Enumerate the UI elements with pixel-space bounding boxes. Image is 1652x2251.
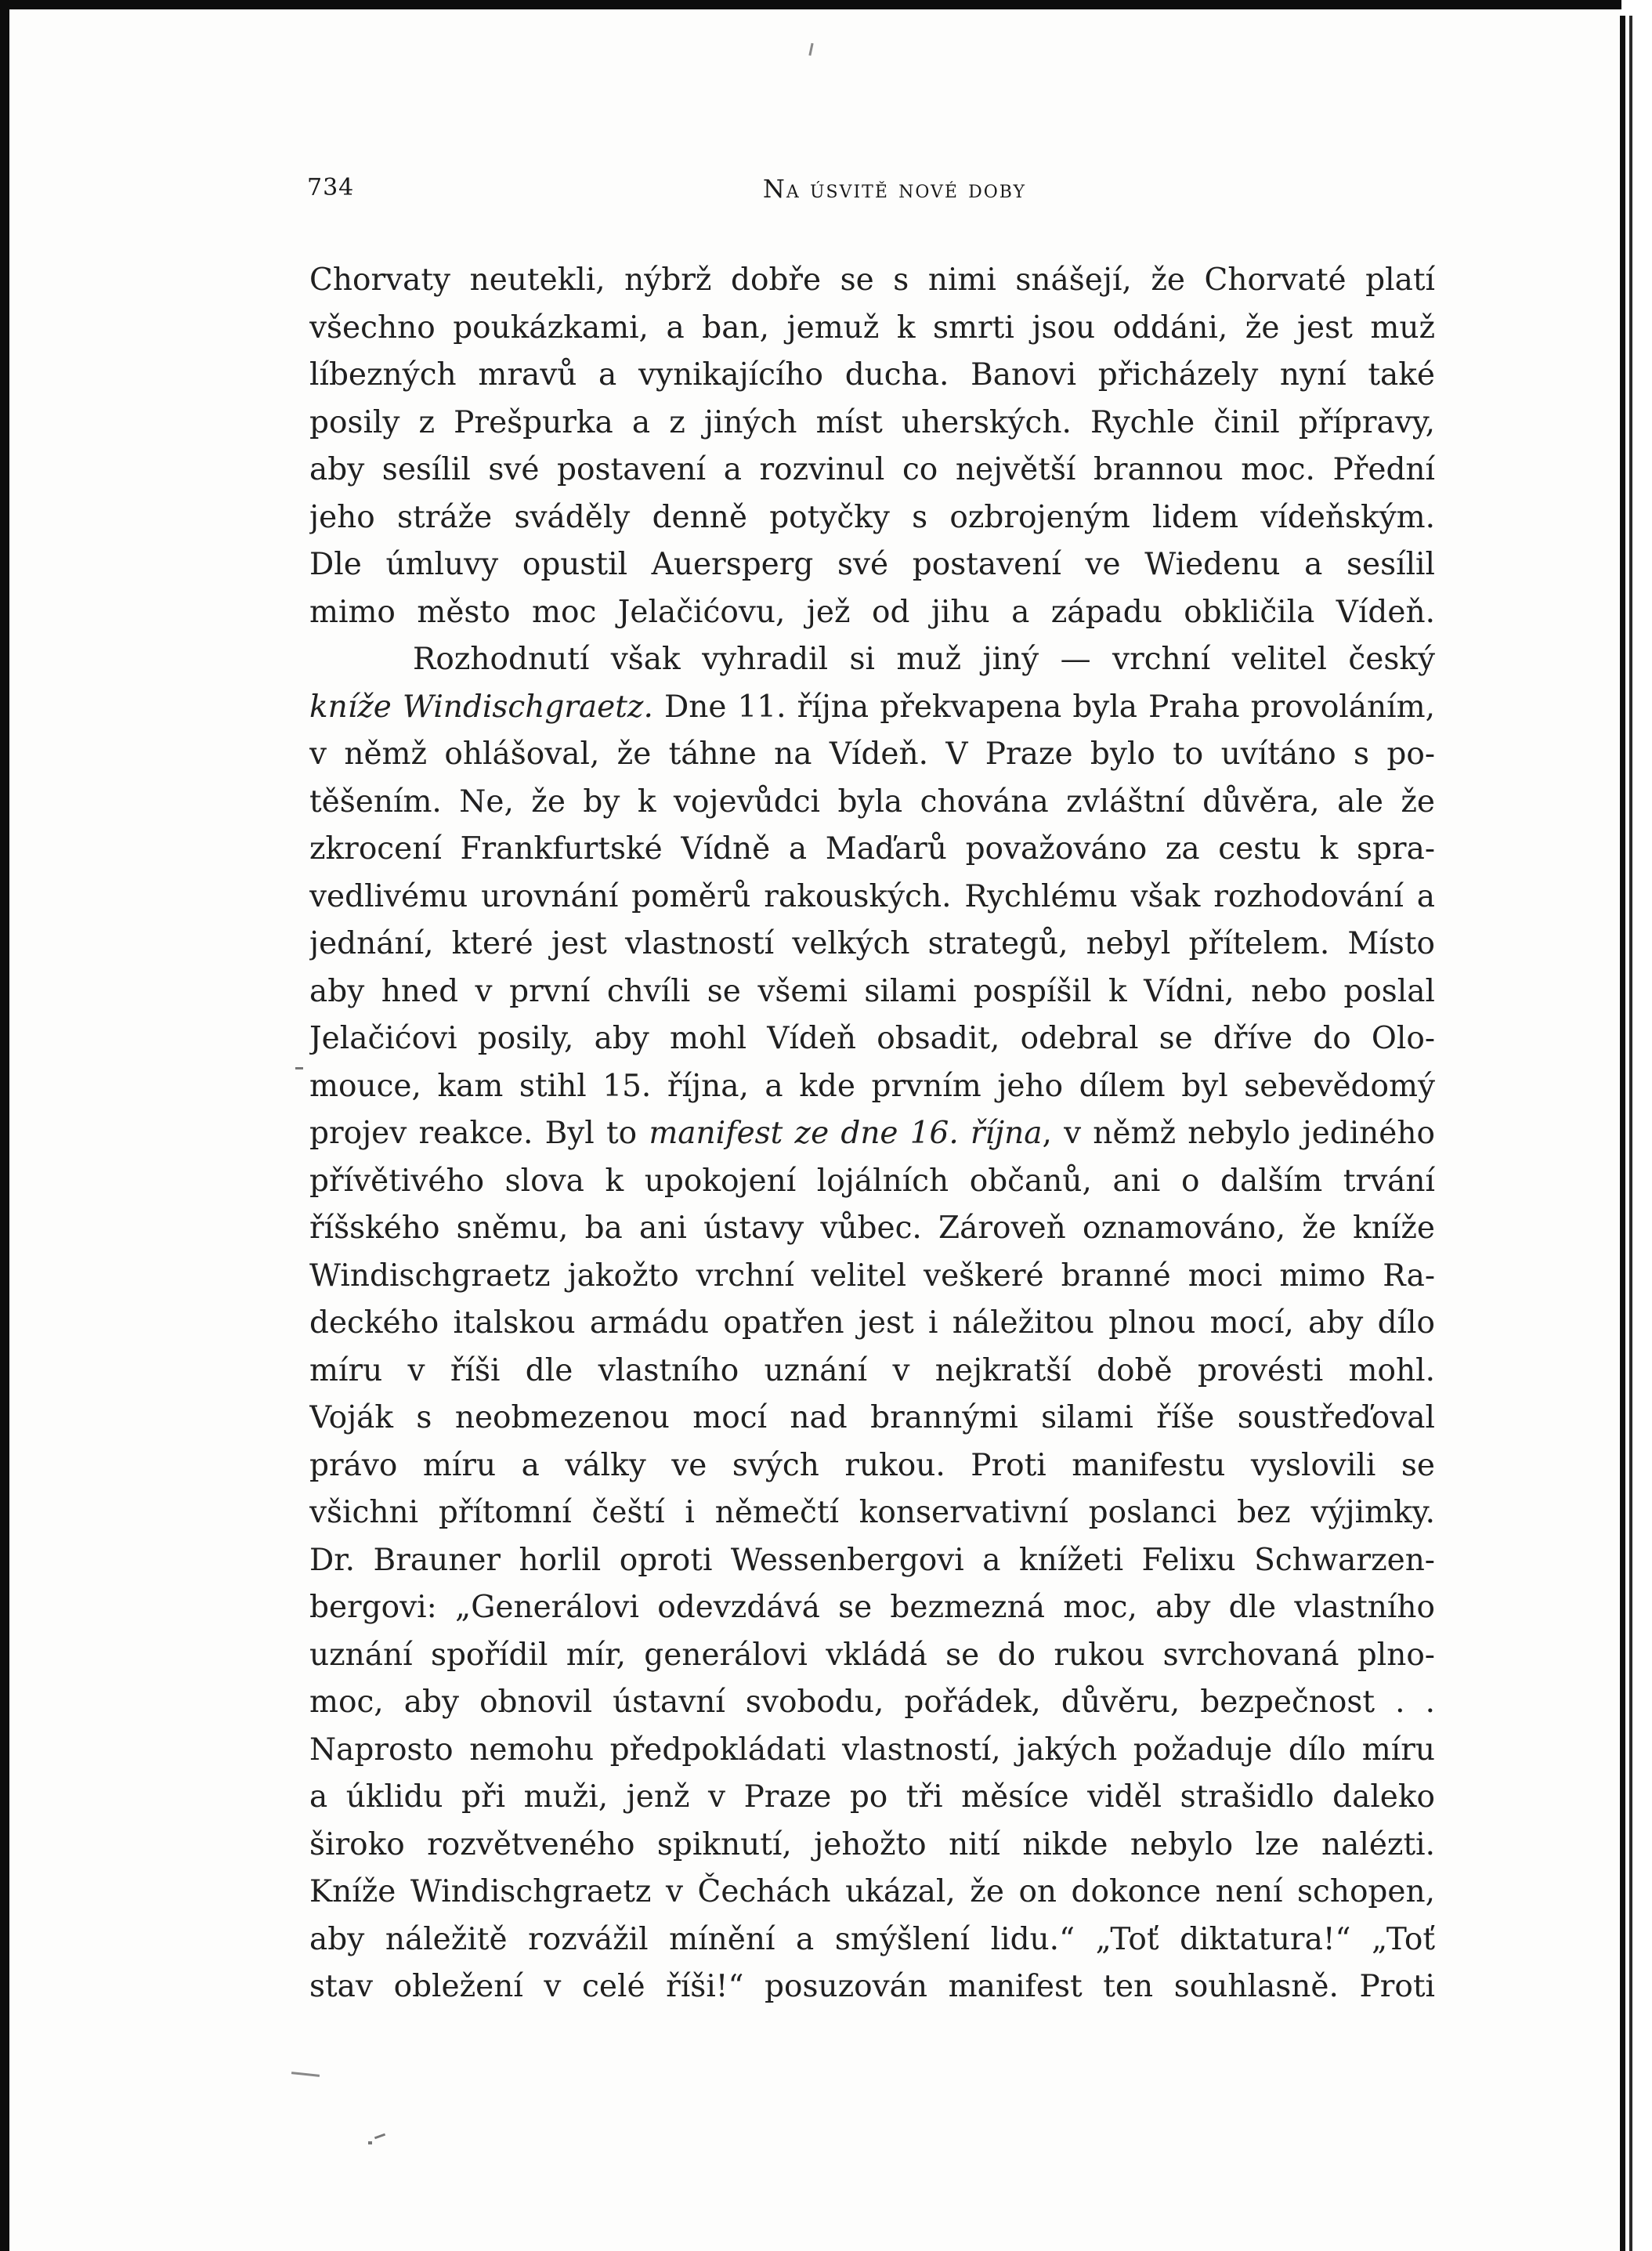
text-line: Voják s neobmezenou mocí nad brannými silami říše soustřeďoval [309,1400,1435,1435]
text-line [309,1110,1435,1158]
text-line: deckého italskou armádu opatřen jest i náležitou plnou mocí, aby dílo [309,1305,1435,1341]
running-head-title: Na úsvitě nové doby [762,174,1027,204]
text-line: míru v říši dle vlastního uznání v nejkratší době provésti mohl. [309,1352,1435,1388]
text-line: posily z Prešpurka a z jiných míst uherských. Rychle činil přípravy, [309,404,1435,440]
text-line: mouce, kam stihl 15. října, a kde prvním jeho dílem byl sebevědomý [309,1068,1435,1104]
running-head [307,174,1435,208]
body-text [309,257,1435,2011]
scan-mark [368,2141,372,2144]
text-line: líbezných mravů a vynikajícího ducha. Banovi přicházely nyní také [309,357,1435,393]
text-line: bergovi: „Generálovi odevzdává se bezmezná moc, aby dle vlastního [309,1590,1435,1625]
text-line: aby sesílil své postavení a rozvinul co největší brannou moc. Přední [309,452,1435,487]
text-line-rest: Dne 11. října překvapena byla Praha provoláním, [652,689,1435,725]
scan-mark [295,1067,303,1069]
scan-border-left [0,0,9,2251]
scan-border-top [0,0,1652,9]
scan-border-right-inner [1629,16,1632,2251]
text-line: právo míru a války ve svých rukou. Proti manifestu vyslovili se [309,1447,1435,1483]
text-line-rest: , v němž nebylo jediného [1042,1116,1435,1151]
scan-margin-right [1621,0,1652,2251]
text-line: aby náležitě rozvážil mínění a smýšlení lidu.“ „Toť diktatura!“ „Toť [309,1921,1435,1957]
italic-phrase: manifest ze dne 16. října [649,1116,1043,1151]
text-line: Chorvaty neutekli, nýbrž dobře se s nimi snášejí, že Chorvaté platí [309,262,1435,298]
text-line: široko rozvětveného spiknutí, jehožto nití nikde nebylo lze nalézti. [309,1826,1435,1862]
text-line: přívětivého slova k upokojení lojálních občanů, ani o dalším trvání [309,1163,1435,1199]
text-line: Naprosto nemohu předpokládati vlastností, jakých požaduje dílo míru [309,1732,1435,1768]
text-line: říšského sněmu, ba ani ústavy vůbec. Zároveň oznamováno, že kníže [309,1211,1435,1246]
text-line: Jelačićovi posily, aby mohl Vídeň obsadit, odebral se dříve do Olo- [309,1021,1435,1056]
text-line: Dr. Brauner horlil oproti Wessenbergovi a knížeti Felixu Schwarzen- [309,1542,1435,1578]
text-line: mimo město moc Jelačićovu, jež od jihu a západu obkličila Vídeň. [309,594,1435,630]
text-line-start: projev reakce. Byl to [309,1116,649,1151]
text-line: stav obležení v celé říši!“ posuzován manifest ten souhlasně. Proti [309,1969,1435,2004]
text-line: Kníže Windischgraetz v Čechách ukázal, že on dokonce není schopen, [309,1874,1435,1909]
text-line: Rozhodnutí však vyhradil si muž jiný — vrchní velitel český [413,642,1435,677]
text-line: vedlivému urovnání poměrů rakouských. Rychlému však rozhodování a [309,878,1435,914]
italic-phrase: kníže Windischgraetz. [309,689,653,725]
text-line: zkrocení Frankfurtské Vídně a Maďarů považováno za cestu k spra- [309,831,1435,867]
text-line [309,684,1435,732]
text-line: Dle úmluvy opustil Auersperg své postavení ve Wiedenu a sesílil [309,547,1435,582]
text-line: v němž ohlášoval, že táhne na Vídeň. V Praze bylo to uvítáno s po- [309,736,1435,772]
text-line: a úklidu při muži, jenž v Praze po tři měsíce viděl strašidlo daleko [309,1779,1435,1815]
text-line: moc, aby obnovil ústavní svobodu, pořádek, důvěru, bezpečnost . . [309,1685,1435,1720]
text-line: jeho stráže sváděly denně potyčky s ozbrojeným lidem vídeňským. [309,499,1435,535]
page-number: 734 [307,174,355,201]
scan-border-right [1620,16,1625,2251]
text-line: uznání spořídil mír, generálovi vkládá se do rukou svrchovaná plno- [309,1637,1435,1673]
text-line: aby hned v první chvíli se všemi silami pospíšil k Vídni, nebo poslal [309,973,1435,1009]
text-line: všichni přítomní čeští i němečtí konservativní poslanci bez výjimky. [309,1495,1435,1530]
text-line: jednání, které jest vlastností velkých strategů, nebyl přítelem. Místo [309,926,1435,961]
text-line: těšením. Ne, že by k vojevůdci byla chována zvláštní důvěra, ale že [309,784,1435,820]
text-line: všechno poukázkami, a ban, jemuž k smrti jsou oddáni, že jest muž [309,309,1435,346]
text-line: Windischgraetz jakožto vrchní velitel veškeré branné moci mimo Ra- [309,1258,1435,1294]
